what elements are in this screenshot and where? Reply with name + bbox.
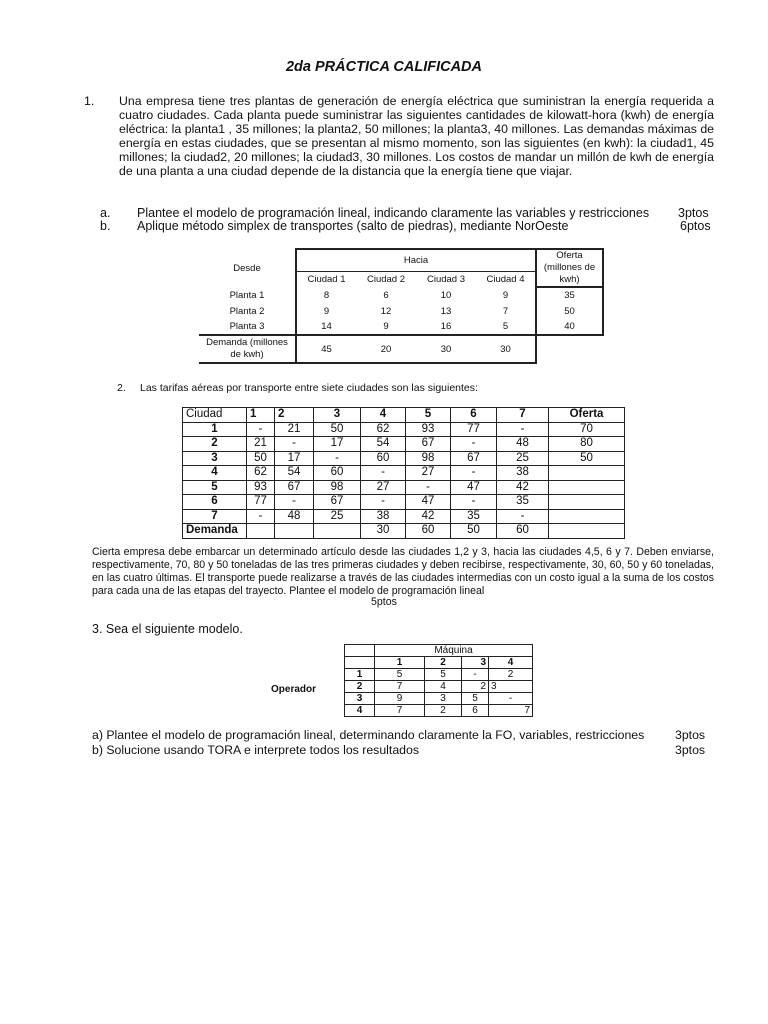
table-row [345,705,533,717]
question-intro: Las tarifas aéreas por transporte entre siete ciudades son las siguientes: [140,382,478,394]
header-cell: 2 [425,657,462,669]
supply-cell [549,480,625,495]
table-cell: 48 [497,437,549,452]
demand-cell [314,524,361,539]
cost-cell: 14 [321,321,332,332]
table-cell: 77 [451,422,497,437]
table-cell: - [451,466,497,481]
cost-cell: 10 [440,289,452,301]
table-cell: 67 [314,495,361,510]
supply-cell: 35 [536,287,603,303]
supply-cell: 80 [549,437,625,452]
table-cell: 42 [406,509,451,524]
table-cell: 5 [375,669,425,681]
maquina-header: Máquina [375,645,533,657]
table-cell: 6 [462,705,489,717]
table-cell: 35 [497,495,549,510]
table-row [345,669,533,681]
table-row [183,480,625,495]
table-row [199,287,603,303]
demand-cell [247,524,275,539]
demand-cell: 20 [356,335,416,363]
table-cell: 98 [406,451,451,466]
question-2-heading [117,382,478,394]
demand-row [199,335,603,363]
supply-cell: 50 [549,451,625,466]
table-row [183,466,625,481]
table-cell: 62 [361,422,406,437]
table-row [183,509,625,524]
table-cell: - [361,495,406,510]
header-hacia: Hacia [296,249,536,271]
table-cell: 5 [425,669,462,681]
table-cell: - [314,451,361,466]
cost-cell: 9 [383,321,389,332]
airfare-table [182,407,625,539]
demand-cell [549,524,625,539]
cost-cell: 5 [502,321,509,332]
row-label: Planta 1 [199,287,296,303]
table-cell: 2 [462,681,489,693]
item-points: 3ptos [678,206,709,220]
table-cell: 50 [247,451,275,466]
header-city: Ciudad 4 [486,273,525,285]
row-label: 4 [183,466,247,481]
header-cell: 6 [451,408,497,423]
header-cell: Ciudad [183,408,247,423]
table-cell: - [247,509,275,524]
item-text: Aplique método simplex de transportes (salto de piedras), mediante NorOeste [137,219,569,233]
table-cell: - [497,422,549,437]
header-cell: 1 [247,408,275,423]
table-cell: 93 [247,480,275,495]
header-cell: 3 [462,657,489,669]
demand-cell: 30 [476,335,536,363]
item-text: Plantee el modelo de programación lineal, indicando claramente las variables y restricciones [137,206,650,220]
header-cell: 4 [361,408,406,423]
table-cell: 7 [489,705,533,717]
row-label: Planta 3 [199,319,296,335]
row-label: Planta 2 [199,303,296,319]
row-label: 6 [183,495,247,510]
demand-label: Demanda [183,524,247,539]
table-cell: 27 [361,480,406,495]
table-row [183,422,625,437]
row-label: 7 [183,509,247,524]
transport-table [199,248,604,364]
table-cell: 3 [425,693,462,705]
table-cell: 60 [314,466,361,481]
cost-cell: 13 [440,305,452,317]
header-oferta: Oferta (millones de kwh) [536,249,603,287]
table-row [345,681,533,693]
demand-cell: 30 [361,524,406,539]
table-cell: 7 [375,705,425,717]
operador-label: Operador [271,684,317,695]
row-label: 1 [345,669,375,681]
table-cell: 42 [497,480,549,495]
question-2-text: Cierta empresa debe embarcar un determinado artículo desde las ciudades 1,2 y 3, hacia las ciudades 4,5, 6 y 7. Deben enviarse, respectivamente, 70, 80 y 50 toneladas de las tres primeras ciudades y deben recibirse, respectivamente, 30, 60, 50 y 60 toneladas, en las cuatro últimas. El transporte puede realizarse a través de las ciudades intermedias con un costo igual a la suma de los costos para cada una de las etapas del trayecto. Plantee el modelo de programación lineal [92,546,714,597]
table-cell: 25 [497,451,549,466]
header-desde: Desde [199,249,296,287]
demand-cell [275,524,314,539]
table-cell: 62 [247,466,275,481]
demand-cell: 45 [296,335,356,363]
table-row [199,303,603,319]
row-label: 2 [345,681,375,693]
table-cell: 77 [247,495,275,510]
table-cell: 98 [314,480,361,495]
question-number: 2. [117,382,126,394]
cost-cell: 9 [502,289,509,301]
row-label: 5 [183,480,247,495]
item-label: b. [100,219,111,233]
question-3b-text: b) Solucione usando TORA e interprete todos los resultados [92,743,419,757]
header-city: Ciudad 2 [366,273,406,285]
table-cell: - [489,693,533,705]
table-cell: 47 [406,495,451,510]
table-cell: 7 [375,681,425,693]
table-row [199,319,603,335]
header-cell: 5 [406,408,451,423]
table-cell: 4 [425,681,462,693]
table-cell: 38 [361,509,406,524]
demand-cell: 60 [406,524,451,539]
table-cell: 5 [462,693,489,705]
table-cell: 25 [314,509,361,524]
table-cell: 67 [451,451,497,466]
row-label: 4 [345,705,375,717]
table-cell: 38 [497,466,549,481]
question-3a-points: 3ptos [675,728,706,742]
table-row [183,437,625,452]
demand-row [183,524,625,539]
question-3a-text: a) Plantee el modelo de programación lineal, determinando claramente la FO, variables, restricciones [92,728,645,742]
supply-cell [549,466,625,481]
table-header-row [183,408,625,423]
table-cell: 54 [275,466,314,481]
table-cell: 35 [451,509,497,524]
question-2-points: 5ptos [371,596,397,608]
question-text: Una empresa tiene tres plantas de generación de energía eléctrica que suministran la energía requerida a cuatro ciudades. Cada planta puede suministrar las siguientes cantidades de kilowatt-hora (kwh) de energía eléctrica: la planta1 , 35 millones; la planta2, 50 millones; la planta3, 40 millones. Las demandas máximas de energía en estas ciudades, que se presentan al mismo momento, son las siguientes (en kwh): la ciudad1, 45 millones; la ciudad2, 20 millones; la ciudad3, 30 millones. Los costos de mandar un millón de kwh de energía de una planta a una ciudad depende de la distancia que la energía tiene que viajar. [119,94,714,178]
cost-cell: 7 [502,305,509,317]
header-cell: Oferta [549,408,625,423]
table-cell: 27 [406,466,451,481]
row-label: 2 [183,437,247,452]
header-cell: 4 [489,657,533,669]
table-cell: - [451,437,497,452]
table-cell: - [361,466,406,481]
supply-cell: 40 [536,319,603,335]
supply-cell: 50 [536,303,603,319]
table-row [183,495,625,510]
cost-cell: 9 [323,305,330,317]
table-cell: 93 [406,422,451,437]
cost-cell: 16 [440,321,452,332]
demand-cell: 30 [416,335,476,363]
table-cell: - [497,509,549,524]
supply-cell [549,495,625,510]
table-cell: 2 [425,705,462,717]
header-city: Ciudad 3 [426,273,466,285]
item-label: a. [100,206,111,220]
table-cell: 60 [361,451,406,466]
row-label: 3 [183,451,247,466]
table-cell: - [406,480,451,495]
page-title: 2da PRÁCTICA CALIFICADA [285,59,483,75]
table-cell: 48 [275,509,314,524]
table-cell: 54 [361,437,406,452]
question-number: 1. [84,94,95,108]
cost-cell: 12 [380,305,392,317]
header-city: Ciudad 1 [307,273,346,285]
header-cell: 3 [314,408,361,423]
table-cell: 21 [275,422,314,437]
table-cell: 50 [314,422,361,437]
table-cell: 17 [275,451,314,466]
question-3b-points: 3ptos [675,743,706,757]
supply-cell: 70 [549,422,625,437]
cost-cell: 8 [323,289,330,301]
row-label: 3 [345,693,375,705]
header-cell: 7 [497,408,549,423]
demand-label: Demanda (millones de kwh) [199,335,296,363]
row-label: 1 [183,422,247,437]
table-cell: - [275,437,314,452]
table-row [183,451,625,466]
table-cell: - [247,422,275,437]
table-cell: 21 [247,437,275,452]
table-row [345,693,533,705]
table-cell: - [275,495,314,510]
table-cell: 67 [406,437,451,452]
table-header-row [345,657,533,669]
question-3-heading: 3. Sea el siguiente modelo. [92,622,243,636]
table-cell: - [462,669,489,681]
demand-cell: 50 [451,524,497,539]
table-cell: 9 [375,693,425,705]
table-cell: 3 [489,681,533,693]
table-cell: - [451,495,497,510]
cost-cell: 6 [383,289,389,301]
header-cell: 2 [275,408,314,423]
table-cell: 2 [489,669,533,681]
item-points: 6ptos [680,219,711,233]
header-cell: 1 [375,657,425,669]
assignment-table [344,644,533,717]
table-cell: 47 [451,480,497,495]
table-cell: 17 [314,437,361,452]
supply-cell [549,509,625,524]
demand-cell: 60 [497,524,549,539]
table-cell: 67 [275,480,314,495]
